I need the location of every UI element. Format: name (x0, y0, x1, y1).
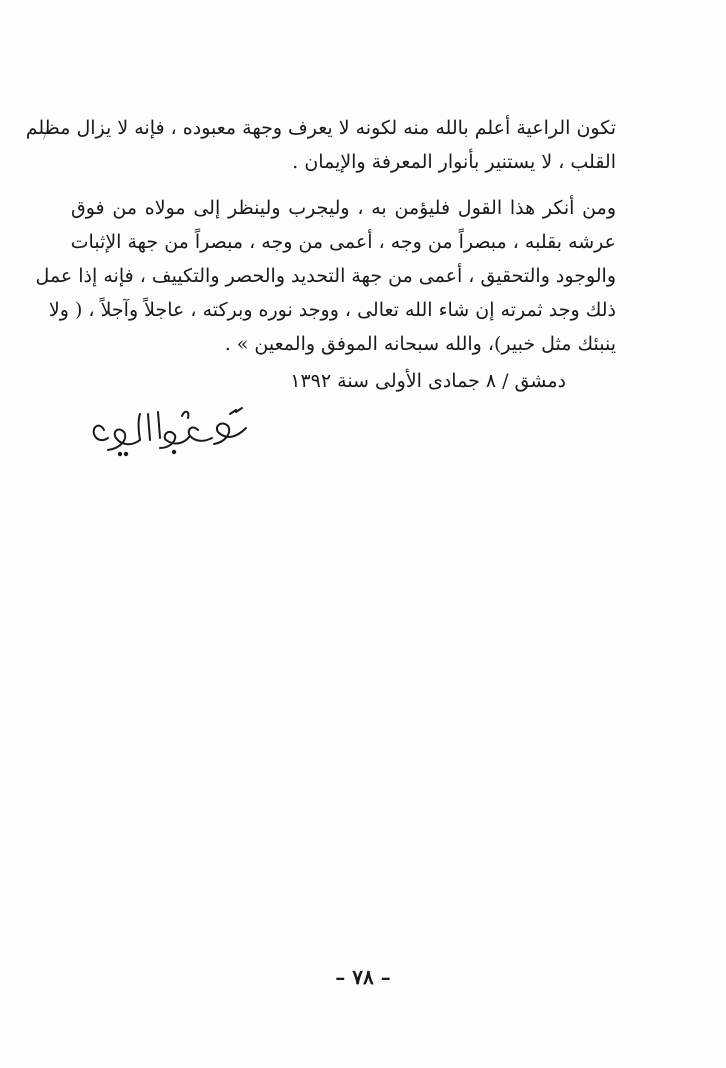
paragraph-2-line-4: ذلك وجد ثمرته إن شاء الله تعالى ، ووجد نوره وبركته ، عاجلاً وآجلاً ، ( ولا (48, 299, 616, 321)
paragraph-1-line-2: القلب ، لا يستنير بأنوار المعرفة والإيمان . (292, 151, 616, 173)
handwritten-signature (86, 398, 256, 458)
page-number: – ٧٨ – (335, 965, 391, 989)
paragraph-2 (35, 191, 616, 361)
paragraph-2-line-1: ومن أنكر هذا القول فليؤمن به ، وليجرب ولينظر إلى مولاه من فوق (71, 197, 616, 219)
paragraph-2-line-5: ينبئك مثل خبير)، والله سبحانه الموفق والمعين » . (224, 333, 616, 355)
paragraph-1 (25, 111, 616, 179)
paragraph-1-line-1: تكون الراعية أعلم بالله منه لكونه لا يعرف وجهة معبوده ، فإنه لا يزال مظلم (25, 117, 616, 139)
paragraph-2-line-2: عرشه بقلبه ، مبصراً من وجه ، أعمى من وجه ، مبصراً من جهة الإثبات (70, 231, 616, 253)
date-line: دمشق / ٨ جمادى الأولى سنة ١٣٩٢ (290, 370, 566, 392)
paragraph-2-line-3: والوجود والتحقيق ، أعمى من جهة التحديد والحصر والتكييف ، فإنه إذا عمل (35, 265, 616, 287)
